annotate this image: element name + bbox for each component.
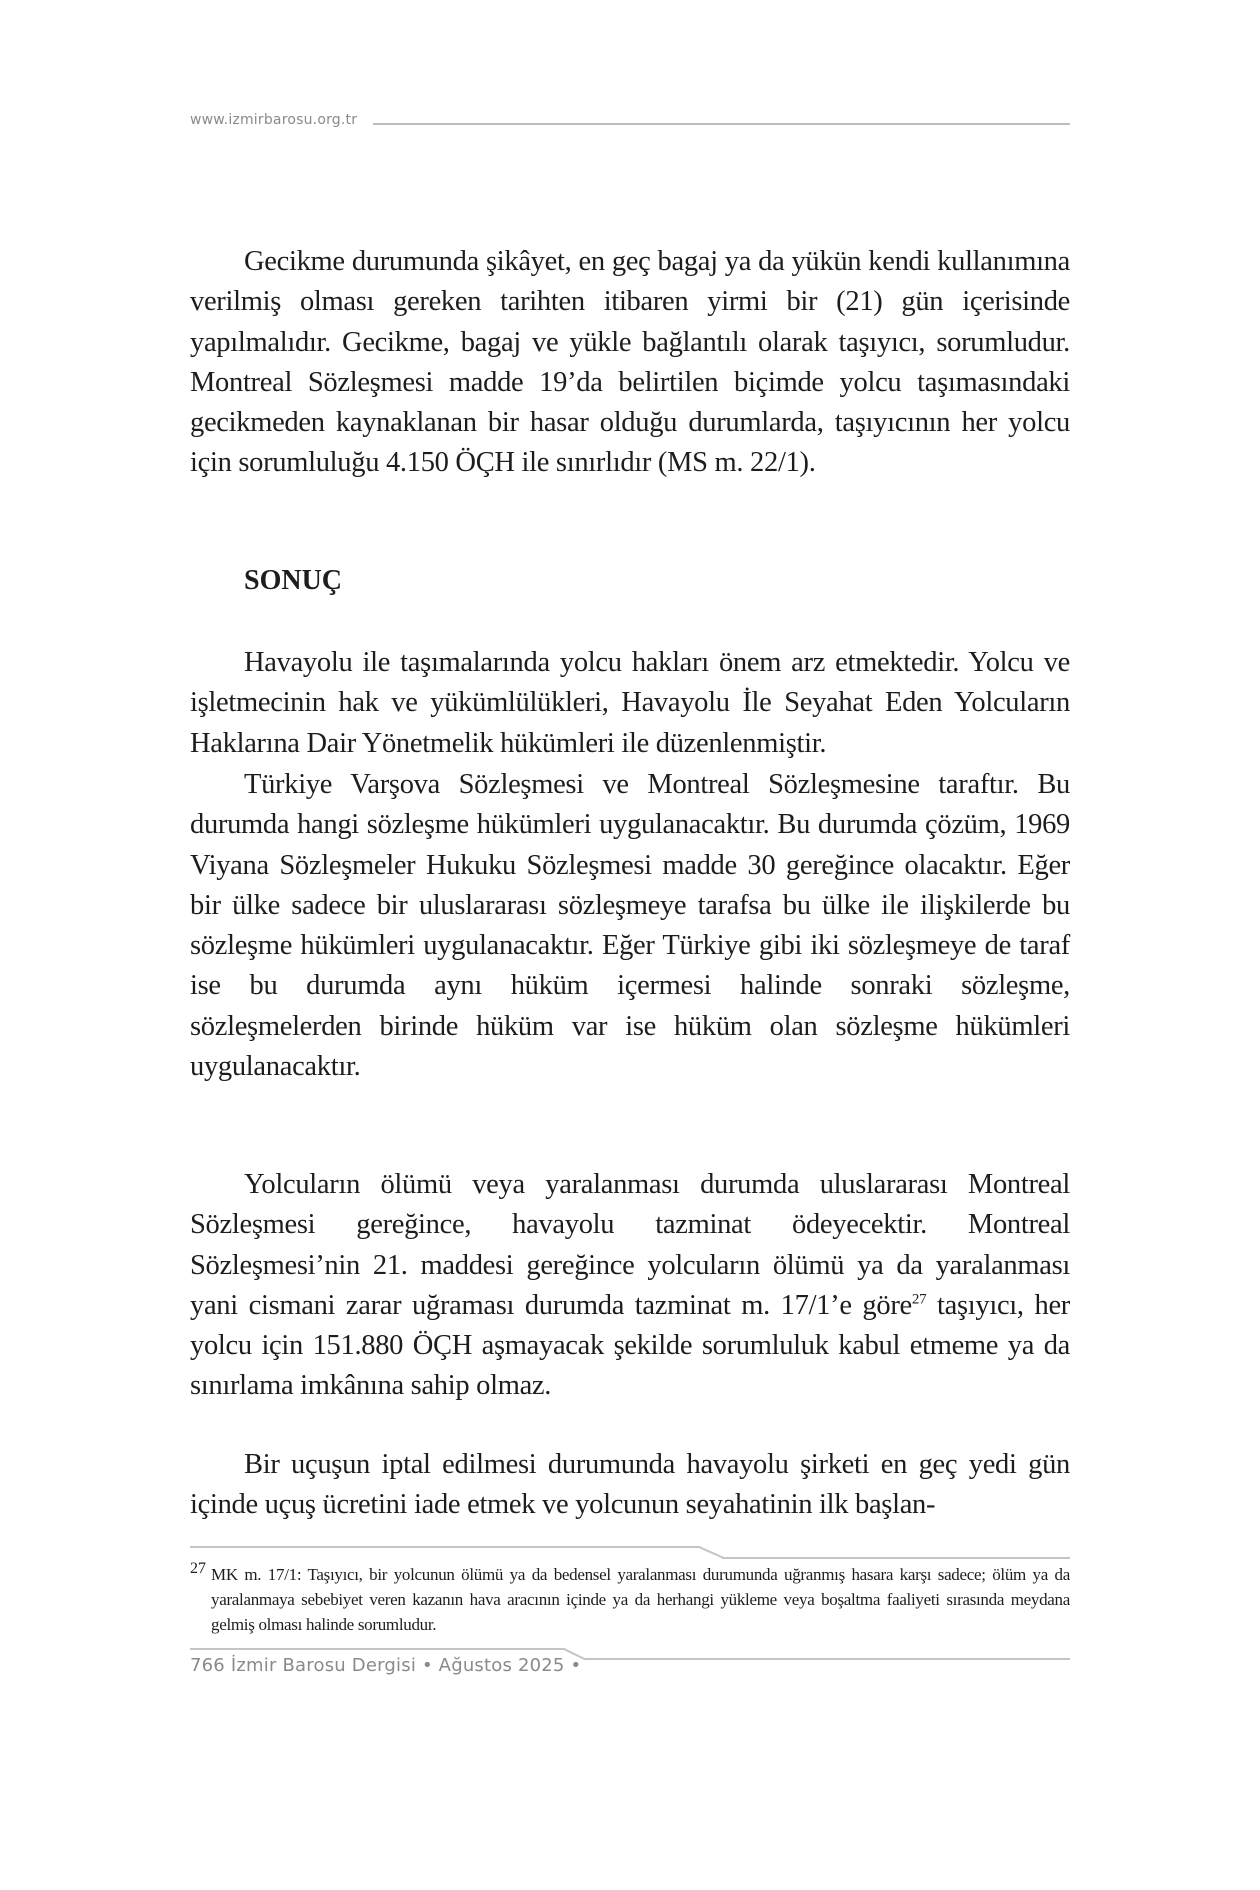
paragraph-delay-complaint: Gecikme durumunda şikâyet, en geç bagaj ya da yükün kendi kullanımına verilmiş olması gereken tarihten itibaren yirmi bir (21) gün içerisinde yapılmalıdır. Gecikme, bagaj ve yükle bağlantılı olarak taşıyıcı, sorumludur. Montreal Sözleşmesi madde 19’da belirtilen biçimde yolcu taşımasındaki gecikmeden kaynaklanan bir hasar olduğu durumlarda, taşıyıcının her yolcu için sorumluluğu 4.150 ÖÇH ile sınırlıdır (MS m. 22/1). [190,246,1070,479]
paragraph-conventions: Türkiye Varşova Sözleşmesi ve Montreal Sözleşmesine taraftır. Bu durumda hangi sözleşme hükümleri uygulanacaktır. Bu durumda çözüm, 1969 Viyana Sözleşmeler Hukuku Sözleşmesi madde 30 gereğince olacaktır. Eğer bir ülke sadece bir uluslararası sözleşmeye tarafsa bu ülke ile ilişkilerde bu sözleşme hükümleri uygulanacaktır. Eğer Türkiye gibi iki sözleşmeye de taraf ise bu durumda aynı hüküm içermesi halinde sonraki sözleşme, sözleşmelerden birinde hüküm var ise hüküm olan sözleşme hükümleri uygulanacaktır. [190,769,1070,1083]
paragraph-cancellation: Bir uçuşun iptal edilmesi durumunda havayolu şirketi en geç yedi gün içinde uçuş ücretini iade etmek ve yolcunun seyahatinin ilk başlan- [190,1449,1070,1521]
footnote-rule-right [722,1557,1070,1559]
footer-rule-right [585,1658,1070,1660]
header-rule [373,123,1070,125]
footnote-rule-left [190,1546,700,1548]
footnote-number: 27 [190,1560,206,1577]
footer-page-info: 766 İzmir Barosu Dergisi • Ağustos 2025 • [190,1655,582,1676]
section-heading: SONUÇ [244,565,343,596]
footer-rule-left [190,1648,565,1650]
paragraph-compensation [190,1165,1070,1407]
footnote-text: MK m. 17/1: Taşıyıcı, bir yolcunun ölümü ya da bedensel yaralanması durumunda uğranmış hasara karşı sadece; ölüm ya da yaralanmaya sebebiyet veren kazanın hava aracının içinde ya da herhangi yükleme veya boşaltma faaliyeti sırasında meydana gelmiş olması halinde sorumludur. [211,1565,1070,1634]
paragraph-passenger-rights: Havayolu ile taşımalarında yolcu hakları önem arz etmektedir. Yolcu ve işletmecinin hak ve yükümlülükleri, Havayolu İle Seyahat Eden Yolcuların Haklarına Dair Yönetmelik hükümleri ile düzenlenmiştir. [190,647,1070,759]
footnote [190,1562,1070,1637]
header-url: www.izmirbarosu.org.tr [190,112,358,128]
paragraph-compensation-text-a: Yolcuların ölümü veya yaralanması durumda uluslararası Montreal Sözleşmesi gereğince, havayolu tazminat ödeyecektir. Montreal Sözleşmesi’nin 21. maddesi gereğince yolcuların ölümü ya da yaralanması yani cismani zarar uğraması durumda tazminat m. 17/1’e göre [190,1169,1070,1321]
paragraph-compensation-text-b: taşıyıcı, her yolcu için 151.880 ÖÇH aşmayacak şekilde sorumluluk kabul etmeme ya da sınırlama imkânına sahip olmaz. [190,1289,1070,1402]
footnote-reference[interactable]: 27 [911,1291,927,1308]
footnote-rule-diagonal [699,1546,724,1558]
